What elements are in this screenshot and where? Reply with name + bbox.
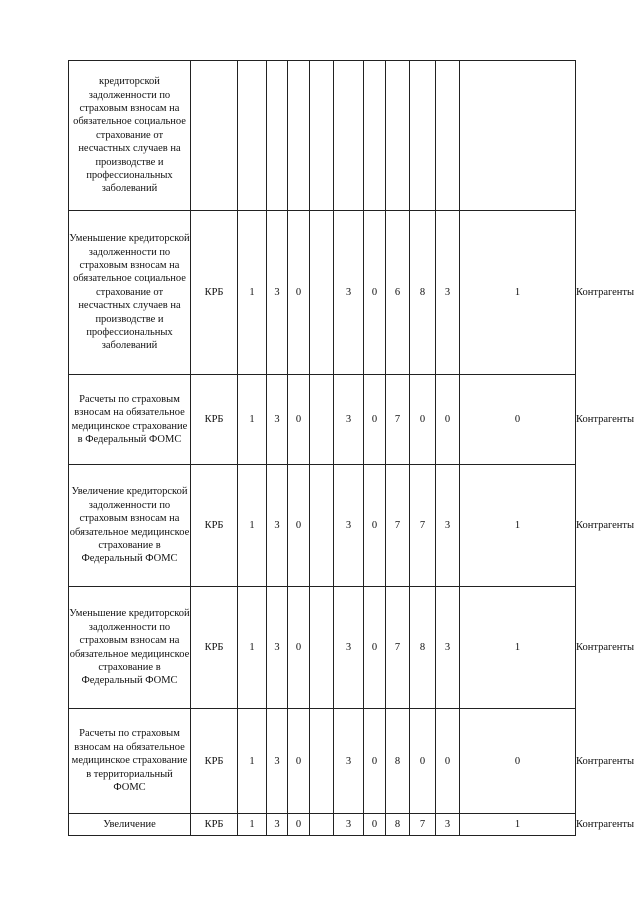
account-digit-cell <box>386 61 410 211</box>
budget-code-cell: КРБ <box>191 211 238 375</box>
account-digit-cell <box>410 61 436 211</box>
account-digit-cell: 0 <box>460 709 576 814</box>
account-digit-cell: 7 <box>386 375 410 465</box>
account-digit-cell: 0 <box>364 465 386 587</box>
table-row: Расчеты по страховым взносам на обязательное медицинское страхование в территориальный ФОМС КРБ 1 3 0 3 0 8 0 0 0 Контрагенты <box>69 709 576 814</box>
table-row: Увеличение КРБ 1 3 0 3 0 8 7 3 1 Контрагенты <box>69 814 576 836</box>
budget-code-cell: КРБ <box>191 709 238 814</box>
budget-code-cell <box>191 61 238 211</box>
account-digit-cell: 0 <box>364 709 386 814</box>
account-digit-cell: 8 <box>410 211 436 375</box>
separator-cell <box>310 61 334 211</box>
account-digit-cell: 1 <box>238 375 267 465</box>
account-digit-cell: 3 <box>334 709 364 814</box>
account-digit-cell <box>238 61 267 211</box>
account-digit-cell <box>334 61 364 211</box>
account-name-cell: Увеличение кредиторской задолженности по страховым взносам на обязательное медицинское страхование в Федеральный ФОМС <box>69 465 191 587</box>
account-digit-cell: 0 <box>288 709 310 814</box>
account-digit-cell: 8 <box>386 814 410 836</box>
account-digit-cell: 1 <box>238 211 267 375</box>
account-digit-cell: 3 <box>267 587 288 709</box>
account-digit-cell <box>436 61 460 211</box>
separator-cell <box>310 587 334 709</box>
account-digit-cell: 3 <box>267 814 288 836</box>
account-name-cell: Уменьшение кредиторской задолженности по страховым взносам на обязательное социальное страхование от несчастных случаев на производстве и профессиональных заболеваний <box>69 211 191 375</box>
account-digit-cell: 3 <box>267 211 288 375</box>
account-name-cell: Расчеты по страховым взносам на обязательное медицинское страхование в территориальный ФОМС <box>69 709 191 814</box>
account-digit-cell: 3 <box>436 211 460 375</box>
account-digit-cell: 3 <box>334 211 364 375</box>
account-digit-cell: 3 <box>436 814 460 836</box>
account-digit-cell: 3 <box>267 709 288 814</box>
account-digit-cell: 7 <box>386 465 410 587</box>
account-digit-cell: 3 <box>334 375 364 465</box>
account-digit-cell <box>267 61 288 211</box>
account-name-cell: Уменьшение кредиторской задолженности по страховым взносам на обязательное медицинское страхование в Федеральный ФОМС <box>69 587 191 709</box>
account-digit-cell: 0 <box>288 211 310 375</box>
separator-cell <box>310 375 334 465</box>
account-digit-cell: 7 <box>410 814 436 836</box>
account-digit-cell: 1 <box>460 211 576 375</box>
separator-cell <box>310 465 334 587</box>
separator-cell <box>310 709 334 814</box>
table-row: Расчеты по страховым взносам на обязательное медицинское страхование в Федеральный ФОМС КРБ 1 3 0 3 0 7 0 0 0 Контрагенты <box>69 375 576 465</box>
table-body <box>69 61 635 836</box>
account-digit-cell: 1 <box>238 465 267 587</box>
accounts-table <box>68 60 635 836</box>
account-digit-cell: 0 <box>288 587 310 709</box>
account-digit-cell: 3 <box>267 465 288 587</box>
account-digit-cell: 1 <box>460 587 576 709</box>
account-digit-cell: 7 <box>410 465 436 587</box>
table-row: Уменьшение кредиторской задолженности по страховым взносам на обязательное социальное страхование от несчастных случаев на производстве и профессиональных заболеваний КРБ 1 3 0 3 0 6 8 3 1 Контрагенты <box>69 211 576 375</box>
account-digit-cell: 7 <box>386 587 410 709</box>
account-digit-cell: 0 <box>460 375 576 465</box>
account-digit-cell: 8 <box>410 587 436 709</box>
account-digit-cell <box>288 61 310 211</box>
table-row: Уменьшение кредиторской задолженности по страховым взносам на обязательное медицинское страхование в Федеральный ФОМС КРБ 1 3 0 3 0 7 8 3 1 Контрагенты <box>69 587 576 709</box>
budget-code-cell: КРБ <box>191 375 238 465</box>
budget-code-cell: КРБ <box>191 465 238 587</box>
account-digit-cell: 1 <box>238 814 267 836</box>
budget-code-cell: КРБ <box>191 587 238 709</box>
account-digit-cell: 6 <box>386 211 410 375</box>
account-digit-cell: 1 <box>460 465 576 587</box>
account-digit-cell <box>364 61 386 211</box>
account-digit-cell: 8 <box>386 709 410 814</box>
account-digit-cell <box>460 61 576 211</box>
account-digit-cell: 3 <box>267 375 288 465</box>
account-digit-cell: 1 <box>460 814 576 836</box>
account-name-cell: Увеличение <box>69 814 191 836</box>
account-digit-cell: 0 <box>364 211 386 375</box>
account-digit-cell: 0 <box>436 709 460 814</box>
account-digit-cell: 3 <box>436 465 460 587</box>
table-row: Увеличение кредиторской задолженности по страховым взносам на обязательное медицинское страхование в Федеральный ФОМС КРБ 1 3 0 3 0 7 7 3 1 Контрагенты <box>69 465 576 587</box>
account-digit-cell: 0 <box>436 375 460 465</box>
separator-cell <box>310 814 334 836</box>
budget-code-cell: КРБ <box>191 814 238 836</box>
account-digit-cell: 0 <box>288 375 310 465</box>
account-digit-cell: 3 <box>334 814 364 836</box>
account-digit-cell: 1 <box>238 709 267 814</box>
separator-cell <box>310 211 334 375</box>
account-digit-cell: 3 <box>334 587 364 709</box>
account-digit-cell: 0 <box>364 814 386 836</box>
account-digit-cell: 0 <box>410 709 436 814</box>
account-digit-cell: 0 <box>364 587 386 709</box>
table-row <box>69 61 576 211</box>
account-digit-cell: 0 <box>410 375 436 465</box>
account-digit-cell: 0 <box>364 375 386 465</box>
account-digit-cell: 0 <box>288 465 310 587</box>
account-name-cell: Расчеты по страховым взносам на обязательное медицинское страхование в Федеральный ФОМС <box>69 375 191 465</box>
account-digit-cell: 0 <box>288 814 310 836</box>
account-digit-cell: 1 <box>238 587 267 709</box>
account-digit-cell: 3 <box>334 465 364 587</box>
account-digit-cell: 3 <box>436 587 460 709</box>
account-name-cell: кредиторской задолженности по страховым взносам на обязательное социальное страхование от несчастных случаев на производстве и профессиональных заболеваний <box>69 61 191 211</box>
